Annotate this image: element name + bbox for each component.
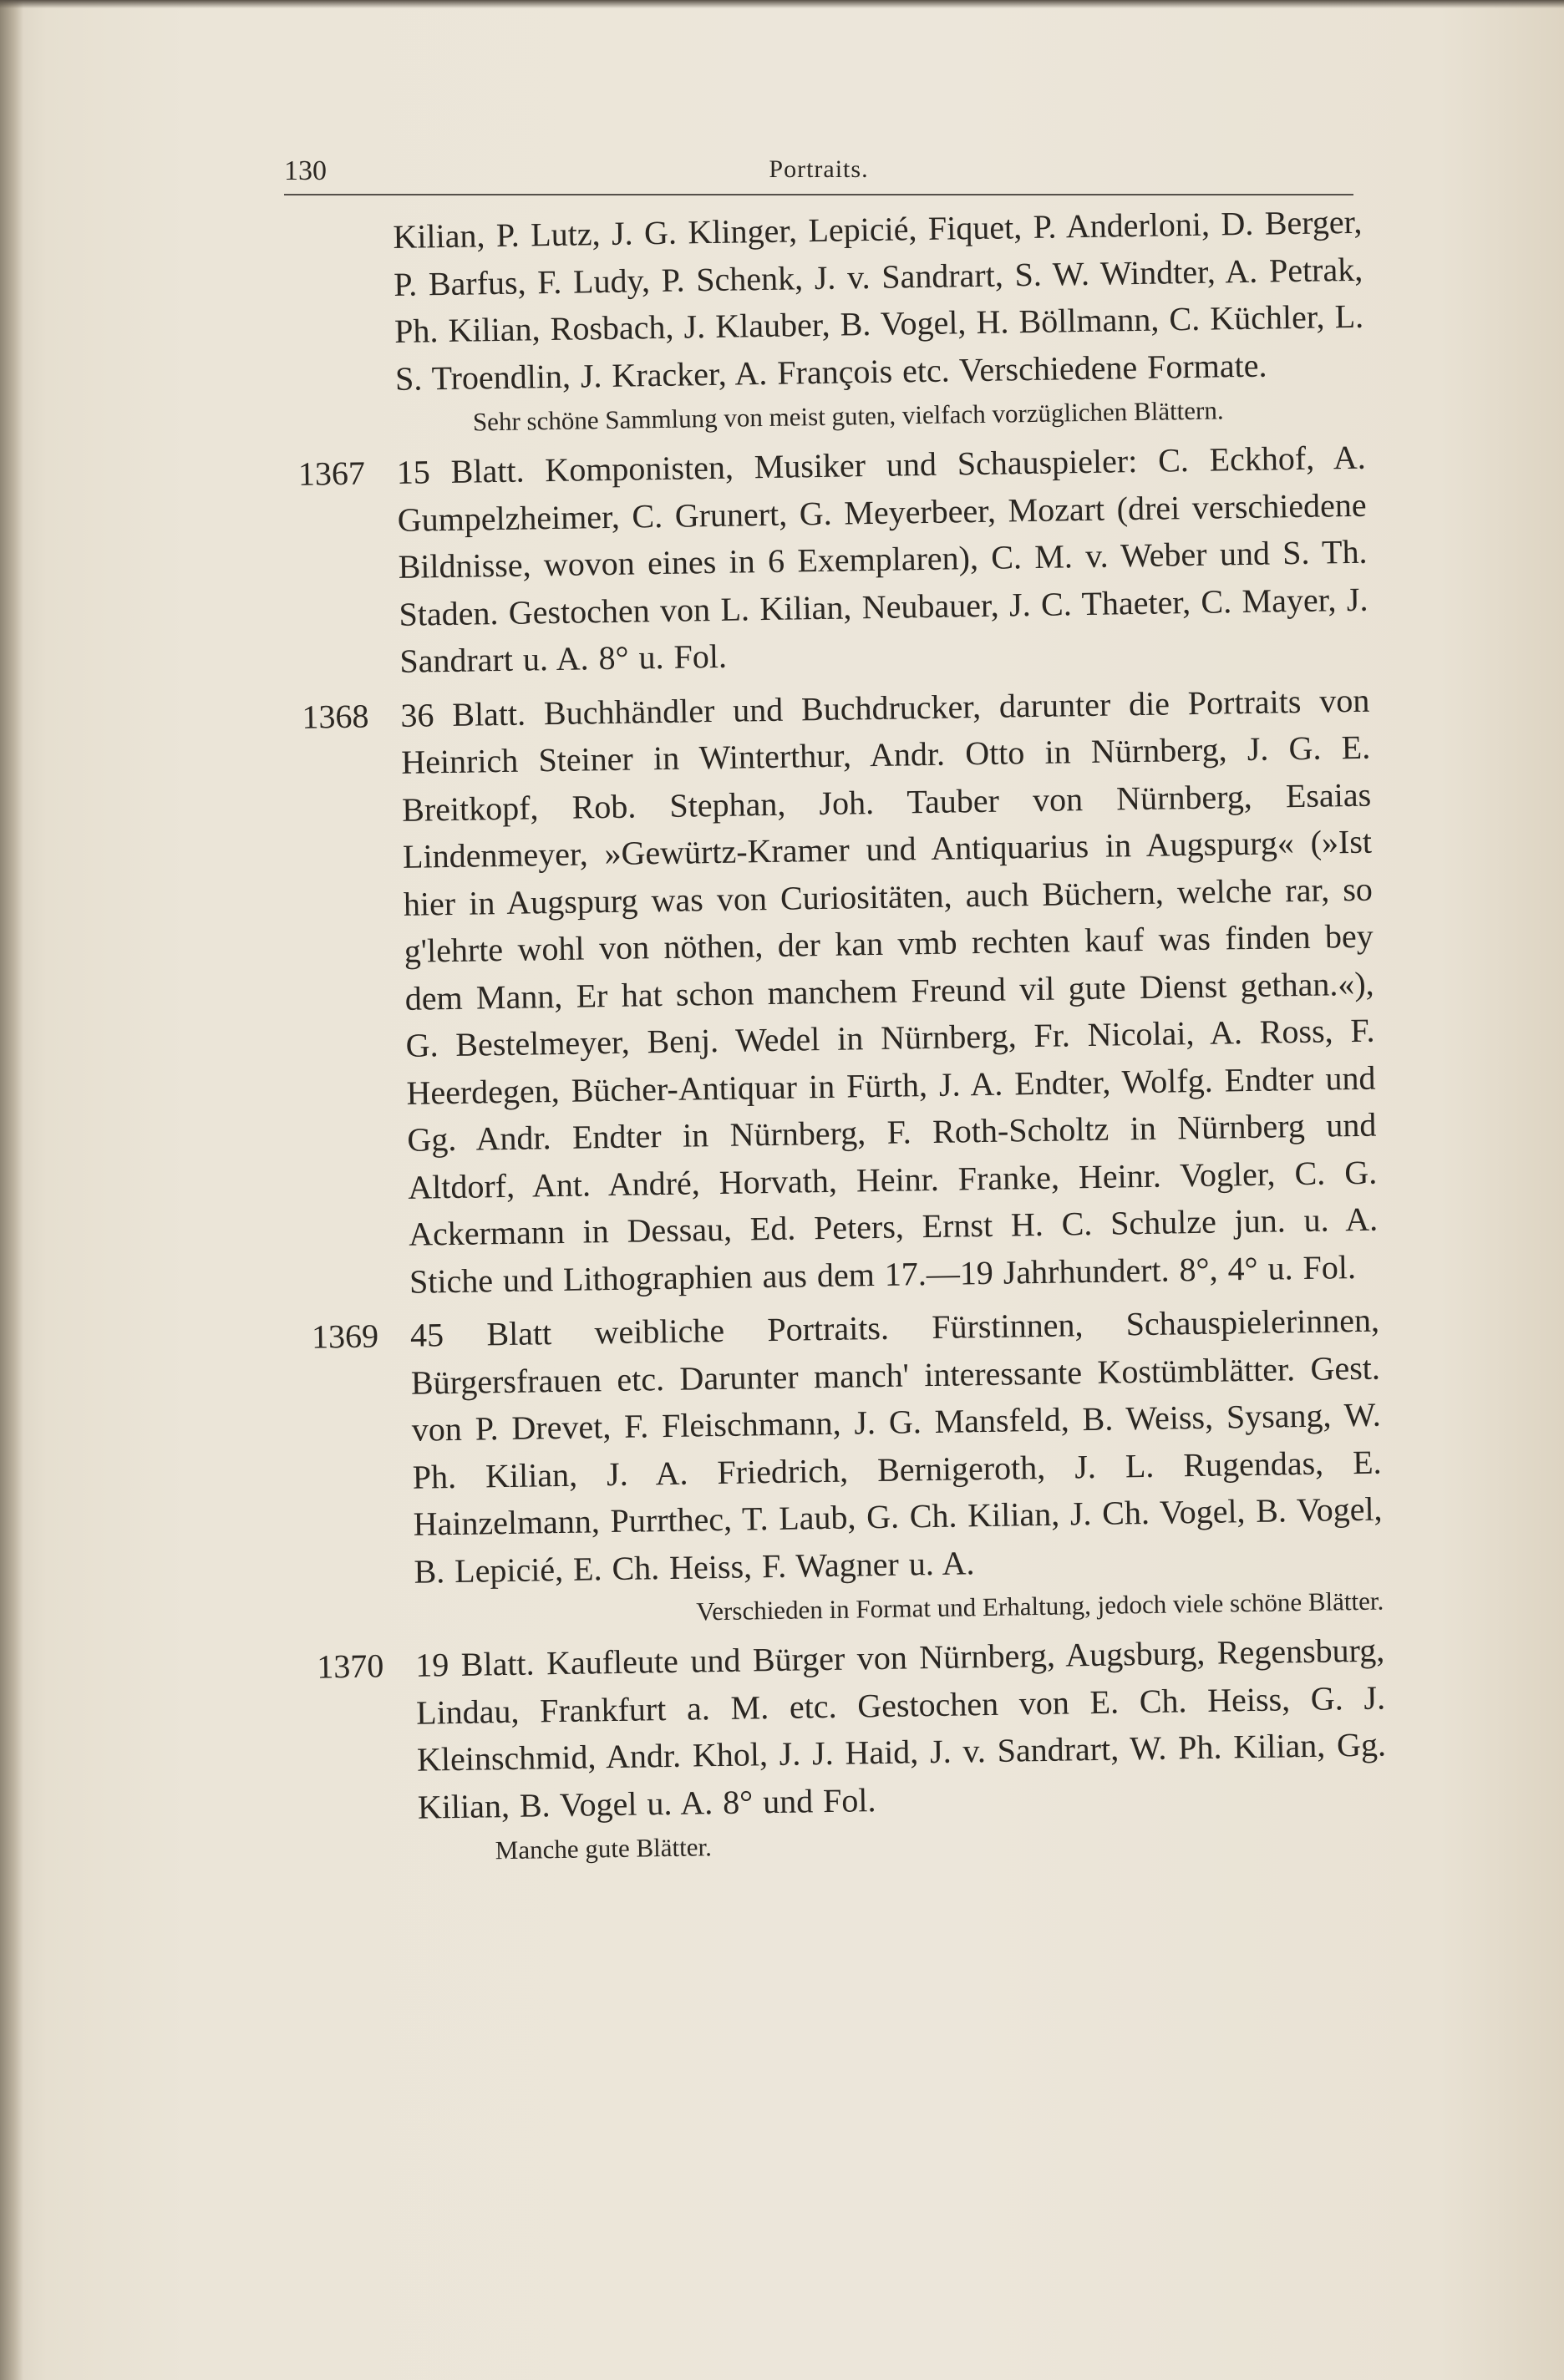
entry-text: 19 Blatt. Kaufleute und Bürger von Nürnberg, Augsburg, Regensburg, Lindau, Frankfurt a. M. etc. Gestochen von E. Ch. Heiss, G. J. Kleinschmid, Andr. Khol, J. J. Haid, J. v. Sandrart, W. Ph. Kilian, Gg. Kilian, B. Vogel u. A. 8° und Fol. <box>414 1631 1387 1826</box>
lot-number: 1368 <box>302 696 369 736</box>
entry-note: Sehr schöne Sammlung von meist guten, vielfach vorzüglichen Blättern. <box>472 395 1224 437</box>
entry-text: 15 Blatt. Komponisten, Musiker und Schauspieler: C. Eckhof, A. Gumpelzheimer, C. Grunert, G. Meyerbeer, Mozart (drei verschiedene Bildnisse, wovon eines in 6 Exemplaren), C. M. v. Weber und S. Th. Staden. Gestochen von L. Kilian, Neubauer, J. C. Thaeter, C. Mayer, J. Sandrart u. A. 8° u. Fol. <box>396 438 1368 680</box>
entry-text: 36 Blatt. Buchhändler und Buchdrucker, darunter die Portraits von Heinrich Steiner in Winterthur, Andr. Otto in Nürnberg, J. G. E. Breitkopf, Rob. Stephan, Joh. Tauber von Nürnberg, Esaias Lindenmeyer, »Gewürtz-Kramer und Antiquarius in Augspurg« (»Ist hier in Augspurg was von Curiositäten, auch Büchern, welche rar, so g'lehrte wohl von nöthen, der kan vmb rechten kauf was finden bey dem Mann, Er hat schon manchem Freund vil gute Dienst gethan.«), G. Bestelmeyer, Benj. Wedel in Nürnberg, Fr. Nicolai, A. Ross, F. Heerdegen, Bücher-Antiquar in Fürth, J. A. Endter, Wolfg. Endter und Gg. Andr. Endter in Nürnberg, F. Roth-Scholtz in Nürnberg und Altdorf, Ant. André, Horvath, Heinr. Franke, Heinr. Vogler, C. G. Ackermann in Dessau, Ed. Peters, Ernst H. C. Schulze jun. u. A. Stiche und Lithographien aus dem 17.—19 Jahrhundert. 8°, 4° u. Fol. <box>400 681 1379 1301</box>
lot-number: 1367 <box>297 454 366 493</box>
catalog-entry-1369 <box>302 1297 1401 1636</box>
lot-number: 1370 <box>316 1647 384 1686</box>
catalog-entry-1368 <box>292 677 1395 1307</box>
entry-note: Verschieden in Format und Erhaltung, jedoch viele schöne Blätter. <box>696 1586 1384 1626</box>
entry-text: 45 Blatt weibliche Portraits. Fürstinnen, Schauspielerinnen, Bürgersfrauen etc. Darunter manch' interessante Kostümblätter. Gest. von P. Drevet, F. Fleischmann, J. G. Mansfeld, B. Weiss, Sysang, W. Ph. Kilian, J. A. Friedrich, Bernigeroth, J. L. Rugendas, E. Hainzelmann, Purrthec, T. Laub, G. Ch. Kilian, J. Ch. Vogel, B. Vogel, B. Lepicié, E. Ch. Heiss, F. Wagner u. A. <box>409 1301 1383 1591</box>
lot-number: 1369 <box>311 1317 379 1356</box>
page-number: 130 <box>284 155 327 186</box>
catalog-entry-1367 <box>287 434 1385 687</box>
continuation-entry <box>284 198 1382 443</box>
page-header <box>284 142 1353 195</box>
running-head: Portraits. <box>769 155 869 183</box>
catalog-entry-1370 <box>307 1626 1404 1871</box>
entry-text: Kilian, P. Lutz, J. G. Klinger, Lepicié, Fiquet, P. Anderloni, D. Berger, P. Barfus, F. Ludy, P. Schenk, J. v. Sandrart, S. W. Windter, A. Petrak, Ph. Kilian, Rosbach, J. Klauber, B. Vogel, H. Böllmann, C. Küchler, L. S. Troendlin, J. Kracker, A. François etc. Verschiedene Formate. <box>393 202 1364 398</box>
entry-note: Manche gute Blätter. <box>495 1832 713 1865</box>
catalog-body <box>284 198 1404 1879</box>
